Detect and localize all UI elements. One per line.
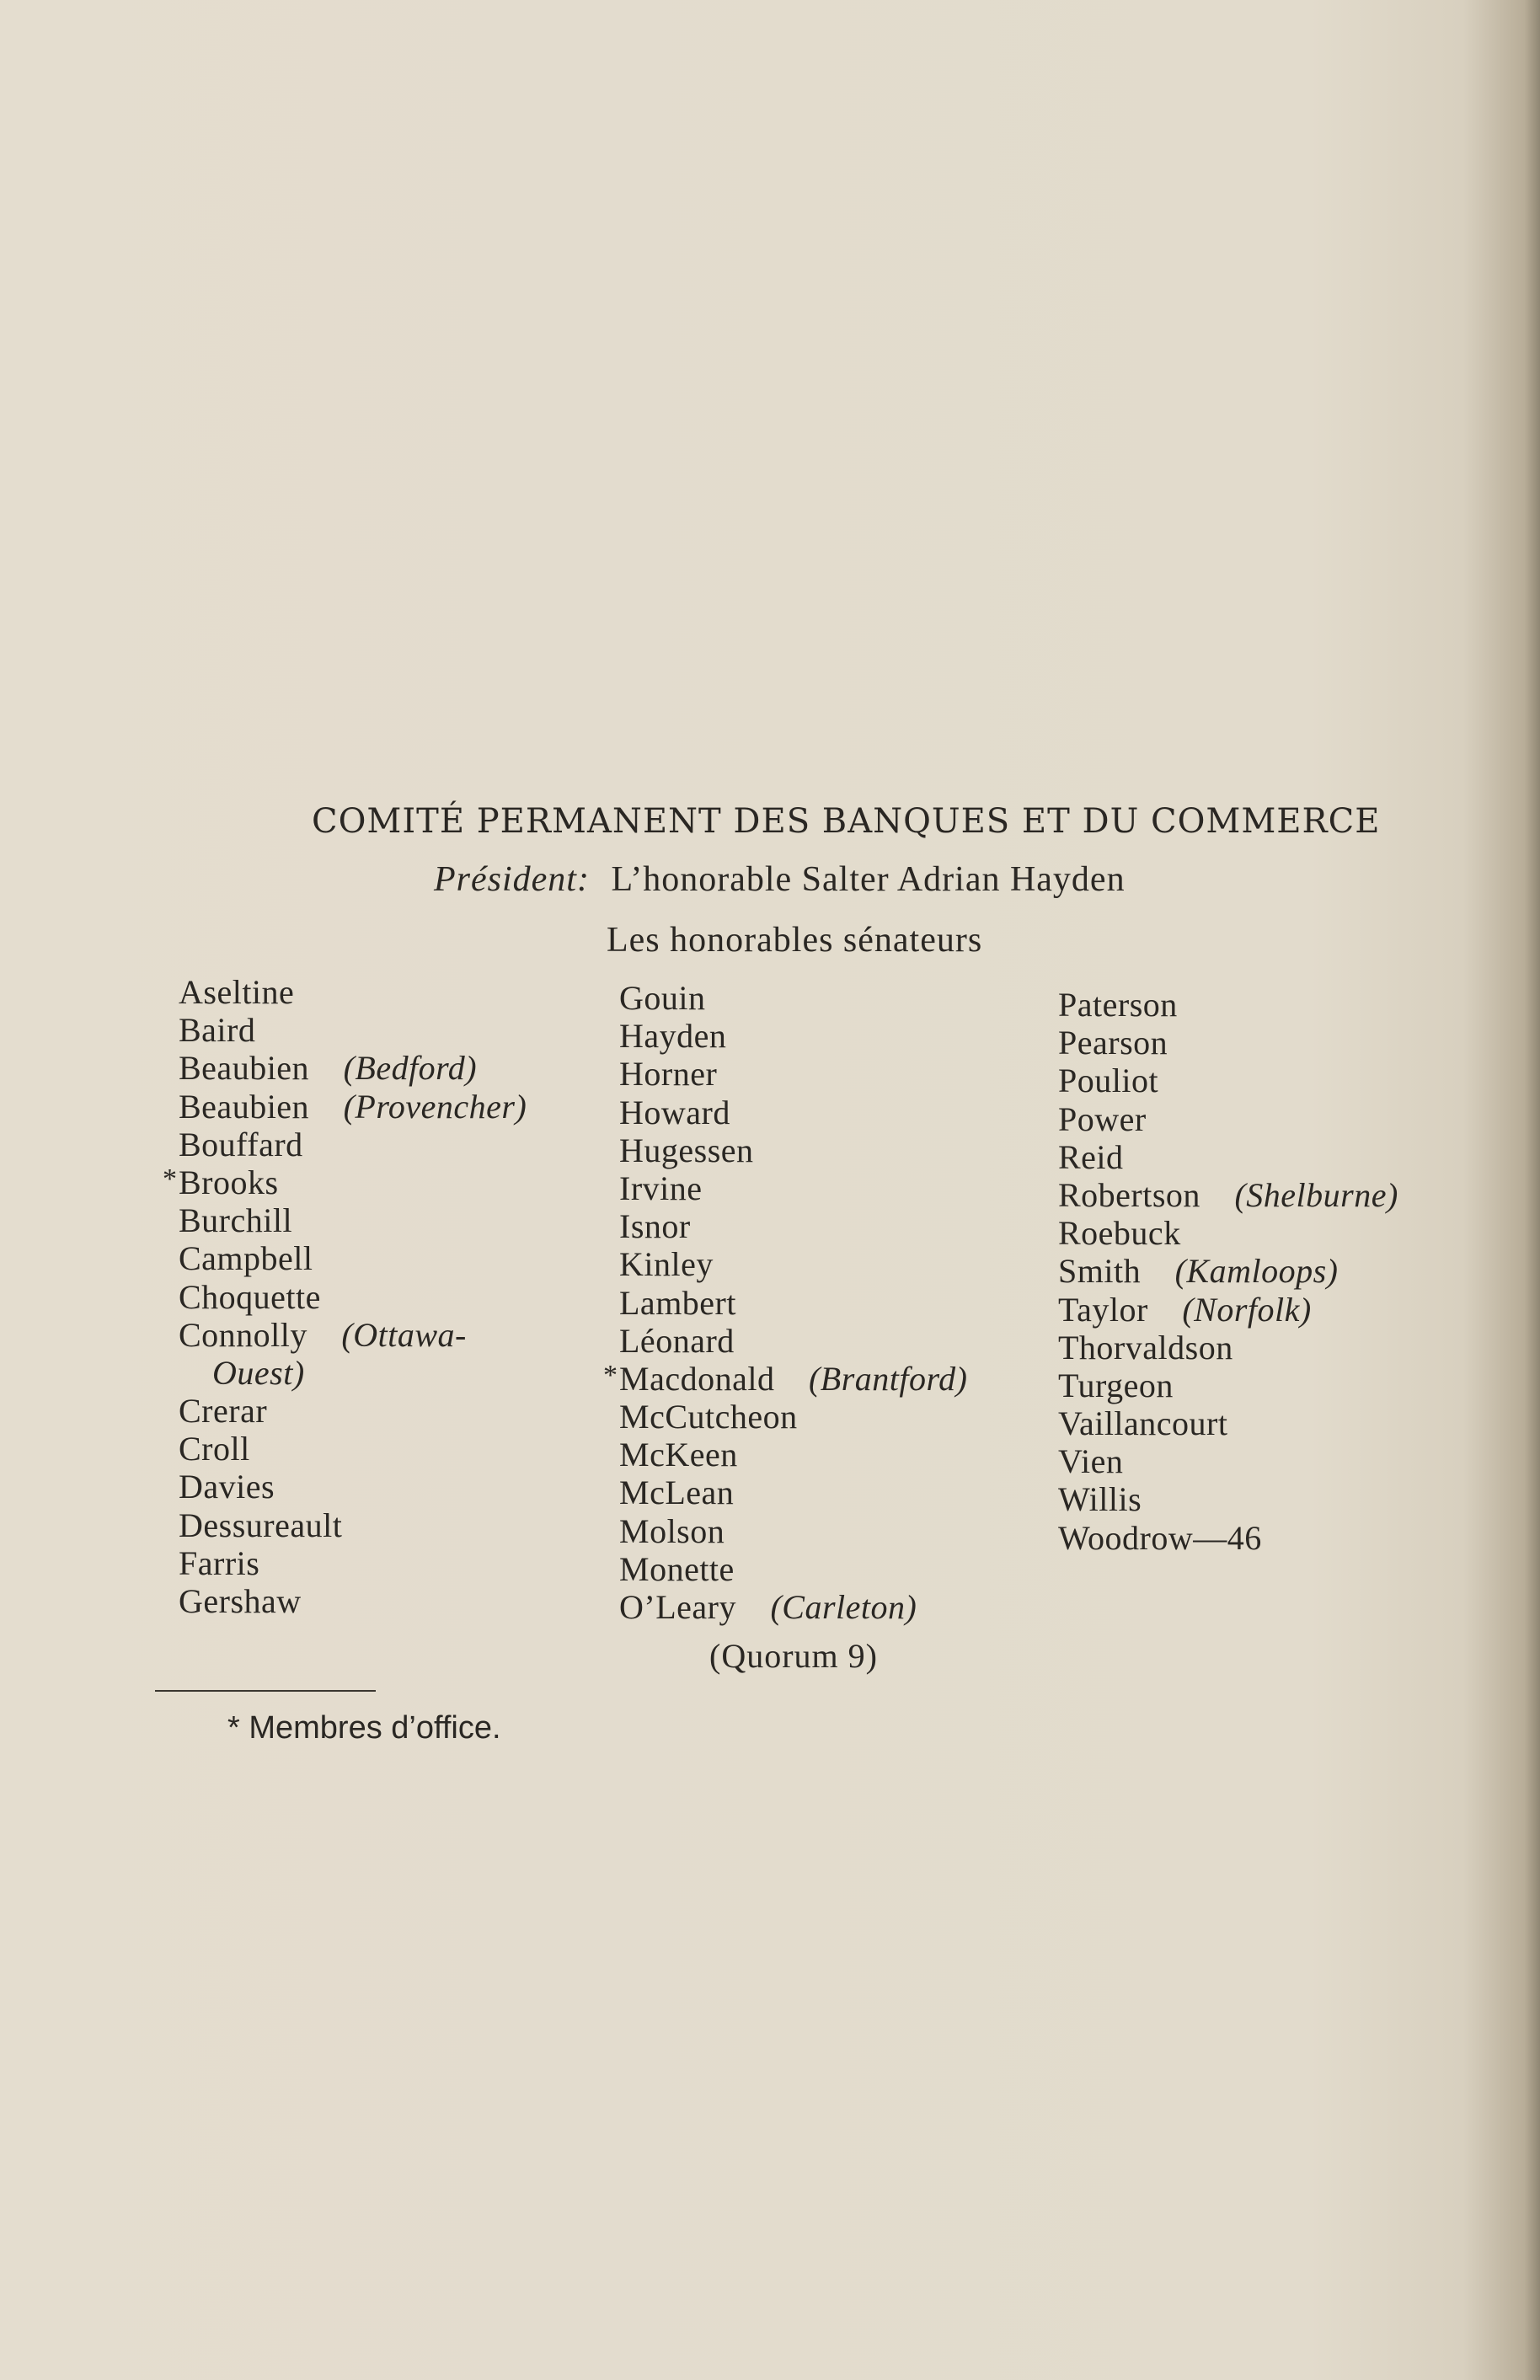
senator-entry bbox=[1058, 986, 1398, 1024]
senator-entry bbox=[619, 1436, 967, 1473]
senator-name: Willis bbox=[1058, 1480, 1142, 1519]
senator-entry bbox=[1058, 1404, 1398, 1442]
senator-name: Léonard bbox=[619, 1321, 735, 1360]
senator-name: O’Leary bbox=[619, 1588, 736, 1626]
president-line bbox=[434, 859, 1126, 900]
senator-entry bbox=[1058, 1176, 1398, 1214]
footnote: * Membres d’office. bbox=[227, 1710, 501, 1746]
footnote-divider bbox=[155, 1690, 376, 1692]
senator-name: Farris bbox=[179, 1543, 260, 1582]
senator-name: Croll bbox=[179, 1430, 250, 1468]
senator-column-3 bbox=[1058, 986, 1398, 1557]
senator-entry bbox=[1058, 1480, 1398, 1518]
senator-name: Kinley bbox=[619, 1245, 714, 1284]
senator-district: (Ottawa- bbox=[341, 1315, 467, 1354]
senator-entry bbox=[179, 1278, 527, 1316]
senator-entry bbox=[619, 1550, 967, 1588]
senator-name: McKeen bbox=[619, 1436, 738, 1474]
senator-name: Isnor bbox=[619, 1207, 691, 1246]
senator-entry bbox=[1058, 1024, 1398, 1062]
senator-entry bbox=[619, 1017, 967, 1055]
senator-entry bbox=[179, 1316, 527, 1354]
senator-name: Crerar bbox=[179, 1392, 268, 1431]
senator-entry bbox=[179, 1544, 527, 1582]
senator-entry bbox=[179, 1049, 527, 1087]
senator-name: Pearson bbox=[1058, 1024, 1168, 1062]
senator-district: (Bedford) bbox=[343, 1049, 478, 1088]
senator-entry bbox=[179, 1239, 527, 1277]
senator-entry bbox=[1058, 1062, 1398, 1099]
senator-district: (Provencher) bbox=[343, 1087, 527, 1126]
senator-entry bbox=[179, 1430, 527, 1468]
senator-entry bbox=[619, 1094, 967, 1131]
senator-entry bbox=[179, 1392, 527, 1430]
senator-entry bbox=[179, 1468, 527, 1506]
senator-entry bbox=[619, 1473, 967, 1511]
senator-entry bbox=[619, 1131, 967, 1169]
senator-name: Lambert bbox=[619, 1283, 736, 1322]
senator-entry bbox=[1058, 1291, 1398, 1329]
district-continuation: Ouest) bbox=[212, 1353, 305, 1392]
senator-entry bbox=[179, 1354, 527, 1392]
senator-entry bbox=[163, 1163, 527, 1201]
senator-name: Campbell bbox=[179, 1239, 313, 1278]
senator-entry bbox=[619, 1207, 967, 1245]
senator-entry bbox=[179, 1011, 527, 1049]
senator-district: (Norfolk) bbox=[1182, 1290, 1312, 1329]
senator-entry bbox=[619, 1245, 967, 1283]
senator-entry bbox=[619, 1512, 967, 1550]
senator-name: Monette bbox=[619, 1549, 735, 1588]
senator-name: Brooks bbox=[179, 1163, 279, 1201]
senators-heading: Les honorables sénateurs bbox=[607, 921, 983, 960]
senator-column-2 bbox=[603, 979, 968, 1626]
senator-name: Hugessen bbox=[619, 1131, 754, 1169]
quorum-note: (Quorum 9) bbox=[709, 1637, 878, 1675]
senator-name: Davies bbox=[179, 1468, 275, 1506]
senator-entry bbox=[619, 1055, 967, 1093]
senator-entry bbox=[179, 1506, 527, 1544]
senator-name: Connolly bbox=[179, 1315, 307, 1354]
senator-name: Horner bbox=[619, 1055, 718, 1094]
senator-name: Choquette bbox=[179, 1277, 321, 1316]
senator-name: Reid bbox=[1058, 1137, 1124, 1176]
senator-entry bbox=[1058, 1252, 1398, 1290]
senator-name: Thorvaldson bbox=[1058, 1328, 1233, 1366]
senator-entry bbox=[179, 1126, 527, 1163]
senator-entry bbox=[619, 1322, 967, 1360]
senator-entry bbox=[619, 1284, 967, 1322]
senator-name: Howard bbox=[619, 1093, 730, 1131]
senator-entry bbox=[1058, 1100, 1398, 1138]
senator-name: Macdonald bbox=[619, 1359, 775, 1398]
senator-district: (Kamloops) bbox=[1174, 1252, 1339, 1291]
senator-entry bbox=[619, 1398, 967, 1436]
senator-entry bbox=[179, 1088, 527, 1126]
senator-entry bbox=[1058, 1214, 1398, 1252]
senator-name: Bouffard bbox=[179, 1125, 303, 1163]
senator-name: Hayden bbox=[619, 1017, 727, 1056]
senator-name: Turgeon bbox=[1058, 1366, 1174, 1404]
senator-entry bbox=[619, 1169, 967, 1207]
senator-name: Beaubien bbox=[179, 1087, 310, 1126]
senator-name: Burchill bbox=[179, 1201, 293, 1240]
senator-district: (Shelburne) bbox=[1234, 1175, 1398, 1214]
senator-name: McLean bbox=[619, 1473, 735, 1512]
senator-name: Aseltine bbox=[179, 973, 295, 1011]
senator-name: Taylor bbox=[1058, 1290, 1148, 1329]
senator-name: Roebuck bbox=[1058, 1214, 1181, 1253]
committee-title: COMITÉ PERMANENT DES BANQUES ET DU COMMERCE bbox=[312, 802, 1381, 841]
senator-district: (Brantford) bbox=[808, 1359, 968, 1398]
senator-entry bbox=[619, 1588, 967, 1626]
ex-officio-marker: * bbox=[603, 1359, 618, 1391]
senator-name: Pouliot bbox=[1058, 1062, 1159, 1100]
president-name: L’honorable Salter Adrian Hayden bbox=[611, 860, 1126, 899]
senator-entry bbox=[179, 973, 527, 1011]
senator-name: Molson bbox=[619, 1511, 725, 1550]
senator-name: McCutcheon bbox=[619, 1398, 798, 1436]
senator-name: Vien bbox=[1058, 1442, 1124, 1481]
senator-entry bbox=[1058, 1519, 1398, 1557]
senator-name: Dessureault bbox=[179, 1506, 343, 1544]
senator-name: Vaillancourt bbox=[1058, 1404, 1228, 1443]
senator-entry bbox=[179, 1582, 527, 1620]
senator-district: (Carleton) bbox=[770, 1588, 917, 1626]
senator-name: Gouin bbox=[619, 979, 706, 1017]
president-label: Président: bbox=[434, 860, 590, 899]
senator-name: Paterson bbox=[1058, 986, 1178, 1024]
senator-entry bbox=[1058, 1329, 1398, 1366]
senator-entry bbox=[1058, 1442, 1398, 1480]
senator-name: Gershaw bbox=[179, 1582, 302, 1620]
senator-entry bbox=[1058, 1366, 1398, 1404]
senator-name: Baird bbox=[179, 1011, 256, 1050]
senator-name: Irvine bbox=[619, 1169, 703, 1207]
senator-name: Robertson bbox=[1058, 1175, 1200, 1214]
senator-entry bbox=[603, 1359, 968, 1398]
senator-entry bbox=[619, 979, 967, 1017]
senator-name: Power bbox=[1058, 1099, 1147, 1138]
ex-officio-marker: * bbox=[163, 1163, 178, 1195]
senator-entry bbox=[179, 1201, 527, 1239]
senator-entry bbox=[1058, 1138, 1398, 1176]
senator-name: Beaubien bbox=[179, 1049, 310, 1088]
senator-name: Smith bbox=[1058, 1252, 1142, 1291]
senator-name: Woodrow—46 bbox=[1058, 1518, 1262, 1557]
senator-column-1 bbox=[163, 973, 527, 1620]
